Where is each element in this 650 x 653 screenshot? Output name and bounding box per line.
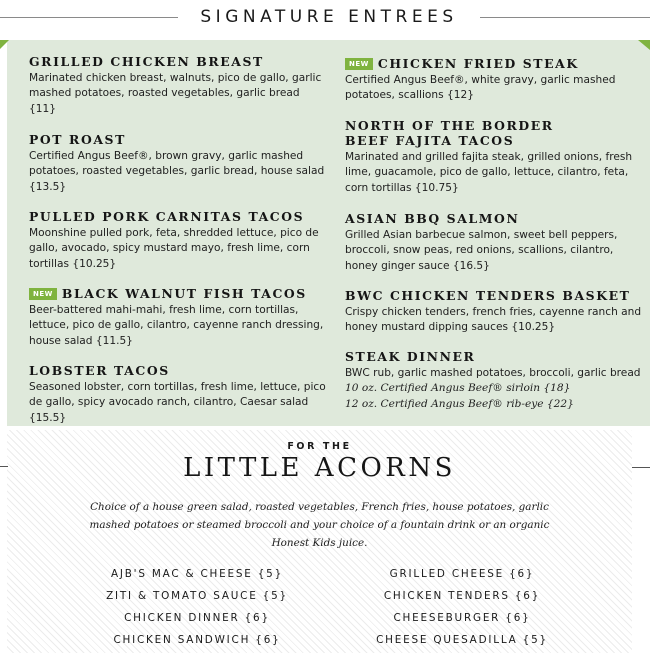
kids-item: GRILLED CHEESE {6} xyxy=(389,568,535,580)
item-description: Moonshine pulled pork, feta, shredded lettuce, pico de gallo, avocado, spicy mustard mayo, fresh lime, corn tortillas {10.25} xyxy=(29,227,319,270)
section-title: SIGNATURE ENTREES xyxy=(200,7,458,27)
kids-subtitle: FOR THE xyxy=(287,441,352,452)
item-name: STEAK DINNER xyxy=(345,349,476,364)
kids-item: CHEESE QUESADILLA {5} xyxy=(376,634,548,646)
menu-item xyxy=(345,211,645,274)
item-name: BLACK WALNUT FISH TACOS xyxy=(61,286,307,301)
item-description: Certified Angus Beef®, brown gravy, garlic mashed potatoes, roasted vegetables, garlic bread, house salad {13.5} xyxy=(29,150,325,193)
menu-item xyxy=(29,286,329,349)
new-badge: NEW xyxy=(345,58,373,70)
kids-menu-panel xyxy=(7,430,632,653)
item-name: NORTH OF THE BORDER xyxy=(345,118,554,133)
item-description xyxy=(345,366,645,412)
menu-item xyxy=(345,288,645,336)
divider xyxy=(0,466,8,467)
item-name: PULLED PORK CARNITAS TACOS xyxy=(29,209,305,224)
item-description: Crispy chicken tenders, french fries, cayenne ranch and honey mustard dipping sauces {10.25} xyxy=(345,306,642,334)
item-name: GRILLED CHICKEN BREAST xyxy=(29,54,264,69)
item-name-row xyxy=(345,56,645,71)
entrees-panel xyxy=(7,40,650,426)
kids-item: CHICKEN DINNER {6} xyxy=(124,612,270,624)
item-name: BWC CHICKEN TENDERS BASKET xyxy=(345,288,631,303)
kids-item: CHEESEBURGER {6} xyxy=(393,612,531,624)
header-rule-left xyxy=(0,17,178,18)
kids-description: Choice of a house green salad, roasted vegetables, French fries, house potatoes, garlic mashed potatoes or steamed broccoli and your choice of a fountain drink or an organic Honest Kids juice. xyxy=(89,501,550,549)
kids-item: CHICKEN SANDWICH {6} xyxy=(113,634,281,646)
item-name: POT ROAST xyxy=(29,132,126,147)
item-option: 10 oz. Certified Angus Beef® sirloin {18} xyxy=(345,382,571,395)
item-description: Beer-battered mahi-mahi, fresh lime, corn tortillas, lettuce, pico de gallo, cilantro, cayenne ranch dressing, house salad {11.5} xyxy=(29,304,324,347)
kids-item: ZITI & TOMATO SAUCE {5} xyxy=(106,590,288,602)
menu-item xyxy=(29,132,329,195)
item-name: LOBSTER TACOS xyxy=(29,363,170,378)
item-name: ASIAN BBQ SALMON xyxy=(345,211,520,226)
menu-item xyxy=(29,209,329,272)
item-description: Marinated chicken breast, walnuts, pico de gallo, garlic mashed potatoes, roasted vegetables, garlic bread {11} xyxy=(29,72,322,115)
leaf-corner-icon xyxy=(638,40,650,50)
menu-item xyxy=(345,349,645,412)
kids-left-column xyxy=(87,567,307,653)
kids-title: LITTLE ACORNS xyxy=(183,453,456,483)
item-description: Certified Angus Beef®, white gravy, garlic mashed potatoes, scallions {12} xyxy=(345,74,616,102)
item-name: BEEF FAJITA TACOS xyxy=(345,133,515,148)
kids-item: AJB'S MAC & CHEESE {5} xyxy=(110,568,283,580)
item-name: CHICKEN FRIED STEAK xyxy=(377,56,579,71)
kids-right-column xyxy=(352,567,572,653)
item-description: Grilled Asian barbecue salmon, sweet bell peppers, broccoli, snow peas, red onions, scallions, cilantro, honey ginger sauce {16.5} xyxy=(345,229,618,272)
item-option: 12 oz. Certified Angus Beef® rib-eye {22} xyxy=(345,397,574,410)
section-header xyxy=(0,0,650,40)
kids-item: CHICKEN TENDERS {6} xyxy=(383,590,541,602)
item-description: Marinated and grilled fajita steak, grilled onions, fresh lime, guacamole, pico de gallo, lettuce, cilantro, feta, corn tortillas {10.75} xyxy=(345,151,633,194)
menu-item xyxy=(29,363,329,426)
menu-item xyxy=(29,54,329,117)
item-description: Seasoned lobster, corn tortillas, fresh lime, lettuce, pico de gallo, spicy avocado ranch, cilantro, Caesar salad {15.5} xyxy=(29,381,326,424)
item-name-row xyxy=(29,286,329,301)
header-rule-right xyxy=(480,17,650,18)
menu-item xyxy=(345,56,645,104)
item-description-line: BWC rub, garlic mashed potatoes, broccoli, garlic bread xyxy=(345,367,641,379)
menu-item xyxy=(345,118,645,196)
leaf-corner-icon xyxy=(0,40,9,49)
new-badge: NEW xyxy=(29,288,57,300)
divider xyxy=(632,467,650,468)
